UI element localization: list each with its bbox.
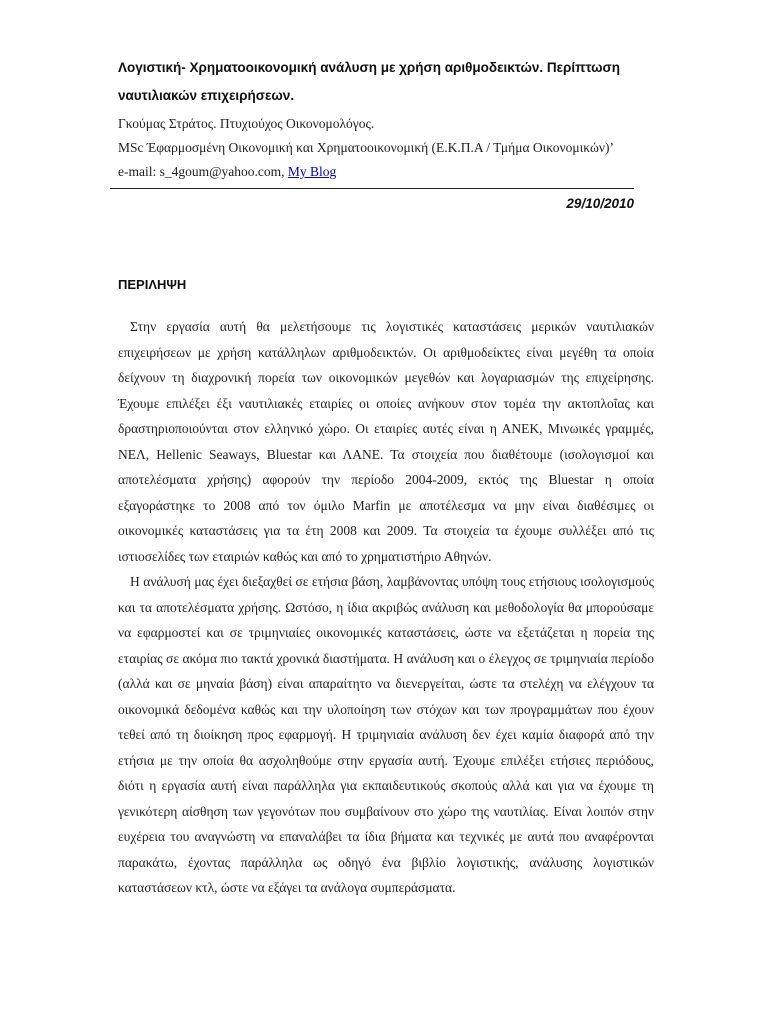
- author-info: [118, 112, 678, 184]
- header-divider: [110, 188, 634, 189]
- paragraph-2: Η ανάλυσή μας έχει διεξαχθεί σε ετήσια βάση, λαμβάνοντας υπόψη τους ετήσιους ισολογισμούς και τα αποτελέσματα χρήσης. Ωστόσο, η ίδια ακριβώς ανάλυση και μεθοδολογία θα μπορούσαμε να εφαρμοστεί και σε τριμηνιαίες οικονομικές καταστάσεις, ώστε να εξετάζεται η πορεία της εταιρίας σε ακόμα πιο τακτά χρονικά διαστήματα. Η ανάλυση και ο έλεγχος σε τριμηνιαία περίοδο (αλλά και σε μηναία βάση) είναι απαραίτητο να διενεργείται, ώστε τα στελέχη να ελέγχουν τα οικονομικά δεδομένα καθώς και την υλοποίηση των στόχων και των προγραμμάτων που έχουν τεθεί από τη διοίκηση προς εφαρμογή. Η τριμηνιαία ανάλυση δεν έχει καμία διαφορά από την ετήσια με την οποία θα ασχοληθούμε στην εργασία αυτή. Έχουμε επιλέξει ετήσιες περιόδους, διότι η εργασία αυτή είναι παράλληλα για εκπαιδευτικούς σκοπούς αλλά και για να έχουμε τη γενικότερη αίσθηση των γεγονότων που συμβαίνουν στο χώρο της ναυτιλίας. Είναι λοιπόν στην ευχέρεια του αναγνώστη να επαναλάβει τα ίδια βήματα και τεχνικές με αυτά που αναφέρονται παρακάτω, έχοντας παράλληλα ως οδηγό ένα βιβλίο λογιστικής, ανάλυσης λογιστικών καταστάσεων κτλ, ώστε να εξάγει τα ανάλογα συμπεράσματα.: [118, 574, 654, 895]
- author-degree: MSc Έφαρμοσμένη Οικονομική και Χρηματοοικονομική (Ε.Κ.Π.Α / Τμήμα Οικονομικών)’: [118, 140, 614, 155]
- email-text: e-mail: s_4goum@yahoo.com,: [118, 164, 288, 179]
- author-name: Γκούμας Στράτος. Πτυχιούχος Οικονομολόγος.: [118, 116, 375, 131]
- abstract-body: [118, 314, 654, 901]
- document-date: 29/10/2010: [566, 196, 634, 211]
- paragraph-1: Στην εργασία αυτή θα μελετήσουμε τις λογιστικές καταστάσεις μερικών ναυτιλιακών επιχειρήσεων με χρήση κατάλληλων αριθμοδεικτών. Οι αριθμοδείκτες είναι μεγέθη τα οποία δείχνουν τη διαχρονική πορεία των οικονομικών μεγεθών και λογαριασμών της επιχείρησης. Έχουμε επιλέξει έξι ναυτιλιακές εταιρίες οι οποίες ανήκουν στον τομέα την ακτοπλοΐας και δραστηριοποιούνται στον ελληνικό χώρο. Οι εταιρίες αυτές είναι η ΑΝΕΚ, Μινωικές γραμμές, ΝΕΛ, Hellenic Seaways, Bluestar και ΛΑΝΕ. Τα στοιχεία που διαθέτουμε (ισολογισμοί και αποτελέσματα χρήσης) αφορούν την περίοδο 2004-2009, εκτός της Bluestar η οποία εξαγοράστηκε το 2008 από τον όμιλο Marfin με αποτέλεσμα να μην είναι διαθέσιμες οι οικονομικές καταστάσεις για τα έτη 2008 και 2009. Τα στοιχεία τα έχουμε συλλέξει από τις ιστιοσελίδες των εταιριών καθώς και από το χρηματιστήριο Αθηνών.: [118, 319, 654, 564]
- author-contact: [118, 160, 678, 184]
- section-heading: ΠΕΡΙΛΗΨΗ: [118, 277, 187, 292]
- document-title: Λογιστική- Χρηματοοικονομική ανάλυση με χρήση αριθμοδεικτών. Περίπτωση ναυτιλιακών επιχειρήσεων.: [118, 60, 620, 103]
- blog-link[interactable]: My Blog: [287, 164, 337, 179]
